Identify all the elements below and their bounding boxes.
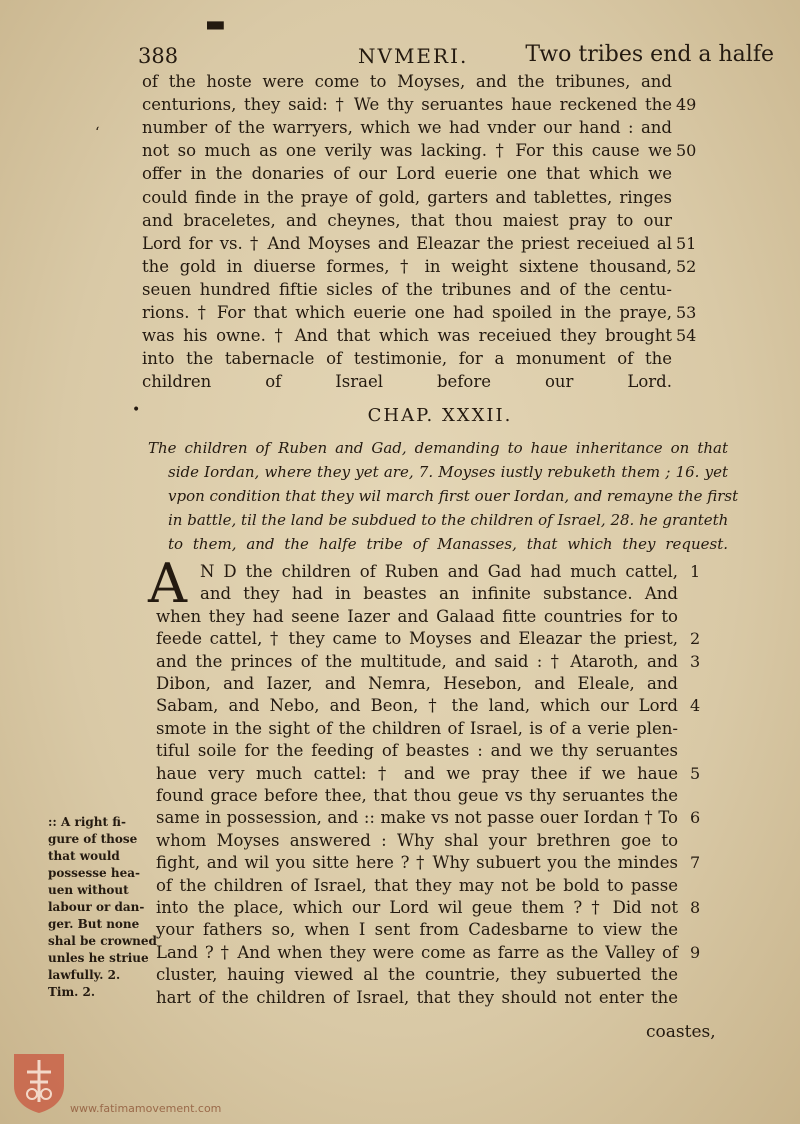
text-line: of the hoste were come to Moyses, and the tribunes, and xyxy=(142,72,672,91)
margin-note-line: possesse hea- xyxy=(48,866,140,880)
text-line: when they had seene Iazer and Galaad fitte countries for to xyxy=(156,606,678,626)
chapter-heading xyxy=(0,405,800,426)
verse-number: 6 xyxy=(690,808,701,828)
verse-number: 7 xyxy=(690,853,701,873)
verse-number: 1 xyxy=(690,562,701,581)
summary-line: to them, and the halfe tribe of Manasses, that which they request. xyxy=(168,535,728,553)
crest-logo xyxy=(12,1052,66,1114)
summary-line: The children of Ruben and Gad, demanding to haue inheritance on that xyxy=(148,439,728,457)
margin-note-line: gure of those xyxy=(48,832,138,846)
specks: ʻ xyxy=(95,125,100,141)
text-line: and braceletes, and cheynes, that thou maiest pray to our xyxy=(142,210,672,230)
verse-number: 50 xyxy=(676,141,697,161)
text-line: tiful soile for the feeding of beastes : and we thy seruantes xyxy=(156,741,678,761)
text-line: children of Israel before our Lord. xyxy=(142,372,672,392)
text-line: fight, and wil you sitte here ? † Why subuert you the mindes xyxy=(156,853,678,873)
verse-number: 8 xyxy=(690,898,701,917)
margin-note-line: that would xyxy=(48,849,120,863)
running-title: NVMERI. xyxy=(358,44,469,68)
text-line: and the princes of the multitude, and said : † Ataroth, and xyxy=(156,651,678,671)
summary-line: vpon condition that they wil march first ouer Iordan, and remayne the first xyxy=(168,487,739,505)
verse-number: 3 xyxy=(690,651,701,671)
text-line: into the tabernacle of testimonie, for a monument of the xyxy=(142,349,672,369)
catchword: coastes, xyxy=(646,1022,716,1042)
margin-note-line: labour or dan- xyxy=(48,900,145,914)
text-line: Land ? † And when they were come as farre as the Valley of xyxy=(156,942,678,962)
top-mark: ▬ xyxy=(205,12,226,37)
margin-note-line: ger. But none xyxy=(48,917,140,931)
text-line: haue very much cattel: † and we pray thee if we haue xyxy=(156,763,678,783)
text-line: could finde in the praye of gold, garters and tablettes, ringes xyxy=(142,187,672,207)
verse-number: 49 xyxy=(676,95,697,115)
text-line: centurions, they said: † We thy seruantes haue reckened the xyxy=(142,95,672,115)
margin-note-line: :: A right fi- xyxy=(48,815,126,829)
chapter-heading-text: CHAP. XXXII. xyxy=(367,405,513,426)
text-line: your fathers so, when I sent from Cadesbarne to view the xyxy=(156,920,678,940)
text-line: the gold in diuerse formes, † in weight sixtene thousand, xyxy=(142,256,672,276)
watermark: www.fatimamovement.com xyxy=(70,1102,222,1115)
margin-note-line: uen without xyxy=(48,883,129,897)
text-line: and they had in beastes an infinite substance. And xyxy=(200,584,678,604)
text-line: rions. † For that which euerie one had spoiled in the praye, xyxy=(142,303,672,322)
verse-number: 2 xyxy=(690,629,701,649)
margin-note-line: lawfully. 2. xyxy=(48,968,121,982)
text-line: number of the warryers, which we had vnder our hand : and xyxy=(142,118,672,138)
verse-number: 52 xyxy=(676,256,697,276)
margin-note-line: unles he striue xyxy=(48,951,149,965)
text-line: Sabam, and Nebo, and Beon, † the land, which our Lord xyxy=(156,696,678,716)
text-line: of the children of Israel, that they may not be bold to passe xyxy=(156,875,678,895)
verse-number: 53 xyxy=(676,303,697,322)
text-line: offer in the donaries of our Lord euerie one that which we xyxy=(142,164,672,184)
verse-number: 9 xyxy=(690,942,701,962)
text-line: smote in the sight of the children of Israel, is of a verie plen- xyxy=(156,718,678,738)
text-line: Dibon, and Iazer, and Nemra, Hesebon, and Eleale, and xyxy=(156,674,678,693)
summary-line: side Iordan, where they yet are, 7. Moyses iustly rebuketh them ; 16. yet xyxy=(168,463,728,481)
verse-number: 51 xyxy=(676,233,697,253)
margin-note-line: shal be crowned xyxy=(48,934,157,948)
verse-number: 54 xyxy=(676,326,697,346)
running-head-right: Two tribes end a halfe xyxy=(525,42,774,67)
verse-number: 5 xyxy=(690,763,701,783)
text-line: seuen hundred fiftie sicles of the tribunes and of the centu- xyxy=(142,279,672,299)
text-line: not so much as one verily was lacking. † For this cause we xyxy=(142,141,672,161)
verse-number: 4 xyxy=(690,696,701,716)
text-line: hart of the children of Israel, that they should not enter the xyxy=(156,987,678,1007)
drop-cap: A xyxy=(148,552,187,615)
text-line: feede cattel, † they came to Moyses and Eleazar the priest, xyxy=(156,629,678,649)
margin-note-line: Tim. 2. xyxy=(48,985,96,999)
text-line: Lord for vs. † And Moyses and Eleazar the priest receiued al xyxy=(142,233,672,253)
text-line: into the place, which our Lord wil geue them ? † Did not xyxy=(156,898,678,917)
text-line: found grace before thee, that thou geue vs thy seruantes the xyxy=(156,786,678,805)
text-line: was his owne. † And that which was receiued they brought xyxy=(142,326,672,346)
text-line: N D the children of Ruben and Gad had much cattel, xyxy=(200,562,678,581)
text-line: cluster, hauing viewed al the countrie, they subuerted the xyxy=(156,965,678,985)
page-number: 388 xyxy=(138,44,179,68)
specks: • xyxy=(132,402,141,418)
text-line: same in possession, and :: make vs not passe ouer Iordan † To xyxy=(156,808,678,828)
summary-line: in battle, til the land be subdued to the children of Israel, 28. he granteth xyxy=(168,511,729,529)
text-line: whom Moyses answered : Why shal your brethren goe to xyxy=(156,830,678,850)
